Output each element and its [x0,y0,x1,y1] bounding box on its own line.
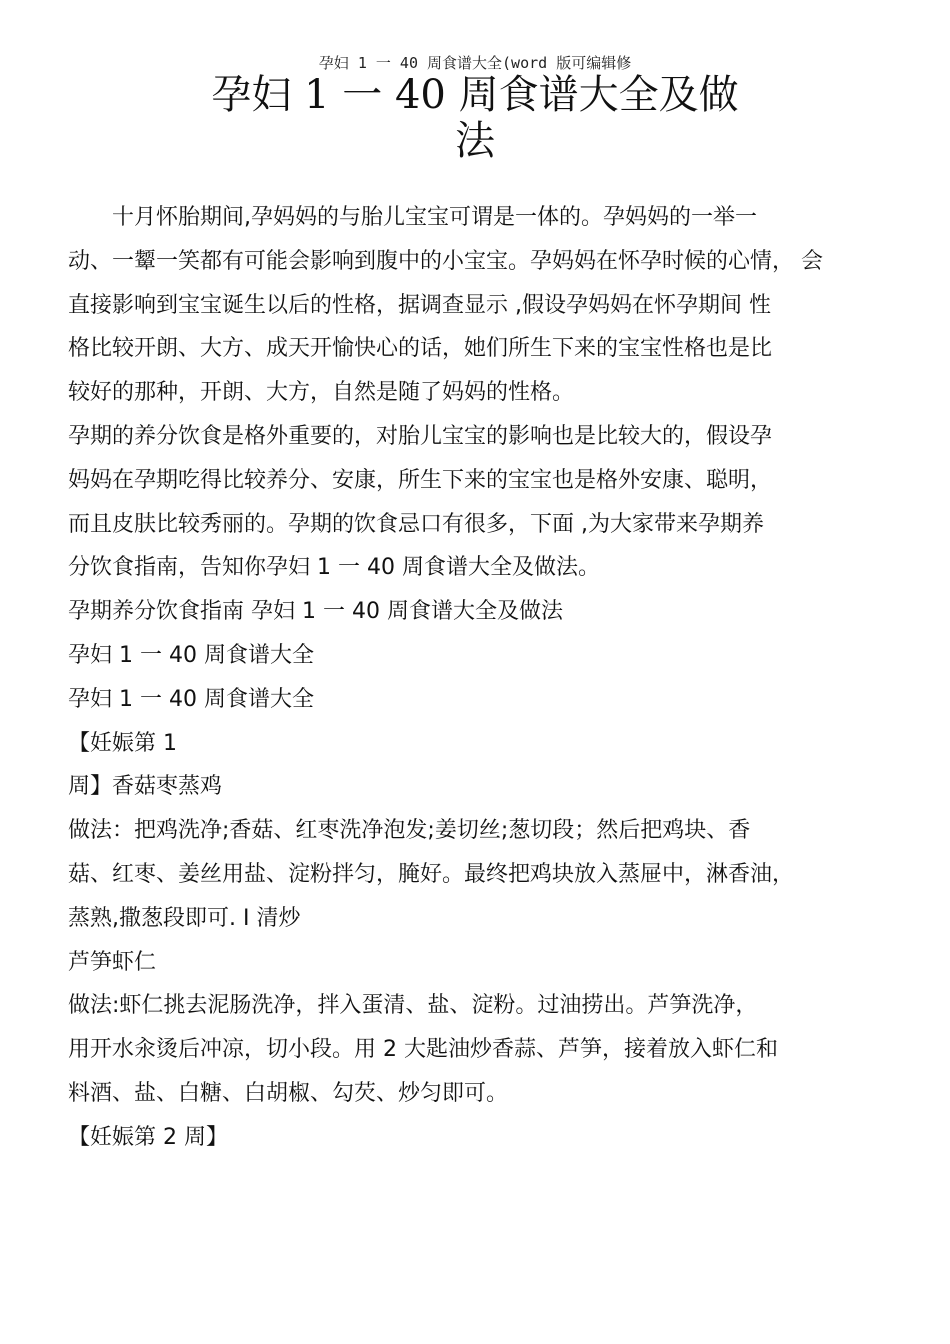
week-heading: 【妊娠第 2 周】 [68,1124,228,1150]
week-heading: 【妊娠第 1 [68,730,177,756]
intro-paragraph-line: 较好的那种，开朗、大方，自然是随了妈妈的性格。 [68,380,575,406]
intro-paragraph-line: 直接影响到宝宝诞生以后的性格，据调查显示 ,假设孕妈妈在怀孕期间 性 [68,292,771,318]
nutrition-paragraph-line: 妈妈在孕期吃得比较养分、安康，所生下来的宝宝也是格外安康、聪明， [68,467,773,493]
recipe-method-line: 料酒、盐、白糖、白胡椒、勾芡、炒匀即可。 [68,1080,509,1106]
nutrition-paragraph-line: 分饮食指南，告知你孕妇 1 一 40 周食谱大全及做法。 [68,555,600,581]
recipe-method-line: 菇、红枣、姜丝用盐、淀粉拌匀，腌好。最终把鸡块放入蒸屉中，淋香油， [68,861,795,887]
section-heading: 孕妇 1 一 40 周食谱大全 [68,642,314,668]
section-heading: 孕期养分饮食指南 孕妇 1 一 40 周食谱大全及做法 [68,599,563,625]
recipe-method-line: 用开水汆烫后冲凉，切小段。用 2 大匙油炒香蒜、芦笋，接着放入虾仁和 [68,1037,778,1063]
recipe-title: 周】香菇枣蒸鸡 [68,774,223,800]
nutrition-paragraph-line: 孕期的养分饮食是格外重要的，对胎儿宝宝的影响也是比较大的，假设孕 [68,423,773,449]
document-title-line-2: 法 [455,118,495,164]
intro-paragraph-line: 格比较开朗、大方、成天开愉快心的话，她们所生下来的宝宝性格也是比 [68,336,773,362]
recipe-method-line: 蒸熟,撒葱段即可. I 清炒 [68,905,301,931]
recipe-title: 芦笋虾仁 [68,949,157,975]
recipe-method-line: 做法：把鸡洗净;香菇、红枣洗净泡发;姜切丝;葱切段；然后把鸡块、香 [68,818,751,844]
recipe-method-line: 做法:虾仁挑去泥肠洗净，拌入蛋清、盐、淀粉。过油捞出。芦笋洗净， [68,993,758,1019]
running-header: 孕妇 1 一 40 周食谱大全(word 版可编辑修 [318,54,632,72]
section-heading: 孕妇 1 一 40 周食谱大全 [68,686,314,712]
document-body [68,196,884,1160]
nutrition-paragraph-line: 而且皮肤比较秀丽的。孕期的饮食忌口有很多，下面 ,为大家带来孕期养 [68,511,764,537]
intro-paragraph-line: 动、一颦一笑都有可能会影响到腹中的小宝宝。孕妈妈在怀孕时候的心情， 会 [68,248,823,274]
intro-paragraph-line: 十月怀胎期间,孕妈妈的与胎儿宝宝可谓是一体的。孕妈妈的一举一 [112,205,757,230]
document-title-line-1: 孕妇 1 一 40 周食谱大全及做 [211,72,739,118]
